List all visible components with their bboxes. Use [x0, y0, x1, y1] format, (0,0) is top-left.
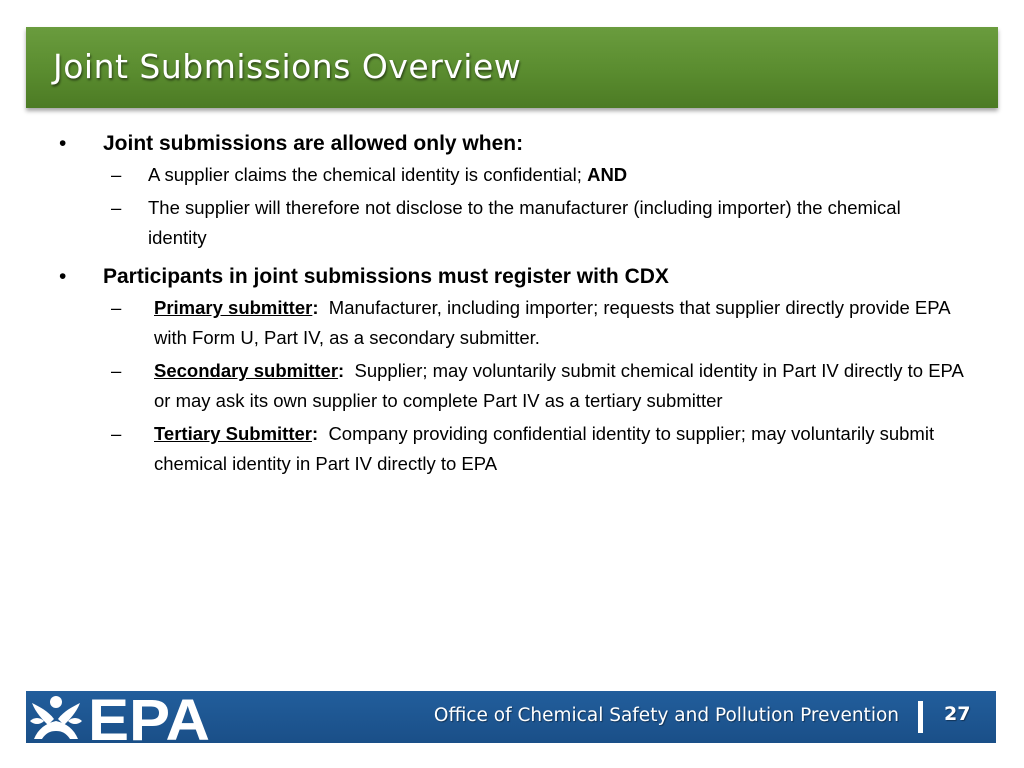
term-colon: :	[311, 423, 319, 444]
bullet-participants-register	[59, 263, 973, 290]
slide-content	[0, 120, 1024, 479]
term-label: Primary submitter	[154, 297, 313, 318]
bullet-icon: •	[59, 132, 67, 155]
subitem-emphasis: AND	[587, 164, 628, 185]
subitem-text: Company providing confidential identity to supplier; may voluntarily submit chemical identity in Part IV directly to EPA	[154, 423, 935, 474]
bullet-text: Joint submissions are allowed only when:	[103, 132, 524, 155]
bullet-text: Participants in joint submissions must register with CDX	[103, 265, 669, 288]
subitem-tertiary-submitter	[111, 419, 969, 479]
dash-icon: –	[111, 423, 122, 444]
title-bar	[26, 27, 998, 108]
page-number: 27	[944, 703, 971, 725]
subitem-text: The supplier will therefore not disclose to the manufacturer (including importer) the chemical identity	[148, 197, 901, 248]
subitem-supplier-claims	[111, 160, 928, 190]
bullet-joint-submissions	[59, 130, 973, 157]
term-colon: :	[312, 297, 319, 318]
footer-bar	[26, 691, 996, 743]
subitem-text: A supplier claims the chemical identity is confidential;	[148, 164, 588, 185]
epa-logo-text: EPA	[88, 691, 210, 743]
dash-icon: –	[111, 197, 122, 218]
epa-flower-icon	[30, 696, 82, 739]
term-label: Tertiary Submitter	[154, 423, 312, 444]
subitem-text: Supplier; may voluntarily submit chemical identity in Part IV directly to EPA or may ask its own supplier to complete Part IV as a tertiary submitter	[154, 360, 963, 411]
office-name: Office of Chemical Safety and Pollution Prevention	[433, 705, 899, 726]
dash-icon: –	[111, 360, 122, 381]
slide-title: Joint Submissions Overview	[53, 47, 522, 86]
subitem-primary-submitter	[111, 293, 969, 353]
dash-icon: –	[111, 297, 122, 318]
term-colon: :	[338, 360, 345, 381]
dash-icon: –	[111, 164, 122, 185]
epa-logo	[26, 691, 216, 743]
subitem-supplier-not-disclose	[111, 193, 928, 253]
bullet-icon: •	[59, 265, 67, 288]
subitem-text: Manufacturer, including importer; requests that supplier directly provide EPA with Form U, Part IV, as a secondary submitter.	[154, 297, 950, 348]
term-label: Secondary submitter	[154, 360, 339, 381]
footer-divider	[918, 701, 923, 733]
subitem-secondary-submitter	[111, 356, 969, 416]
